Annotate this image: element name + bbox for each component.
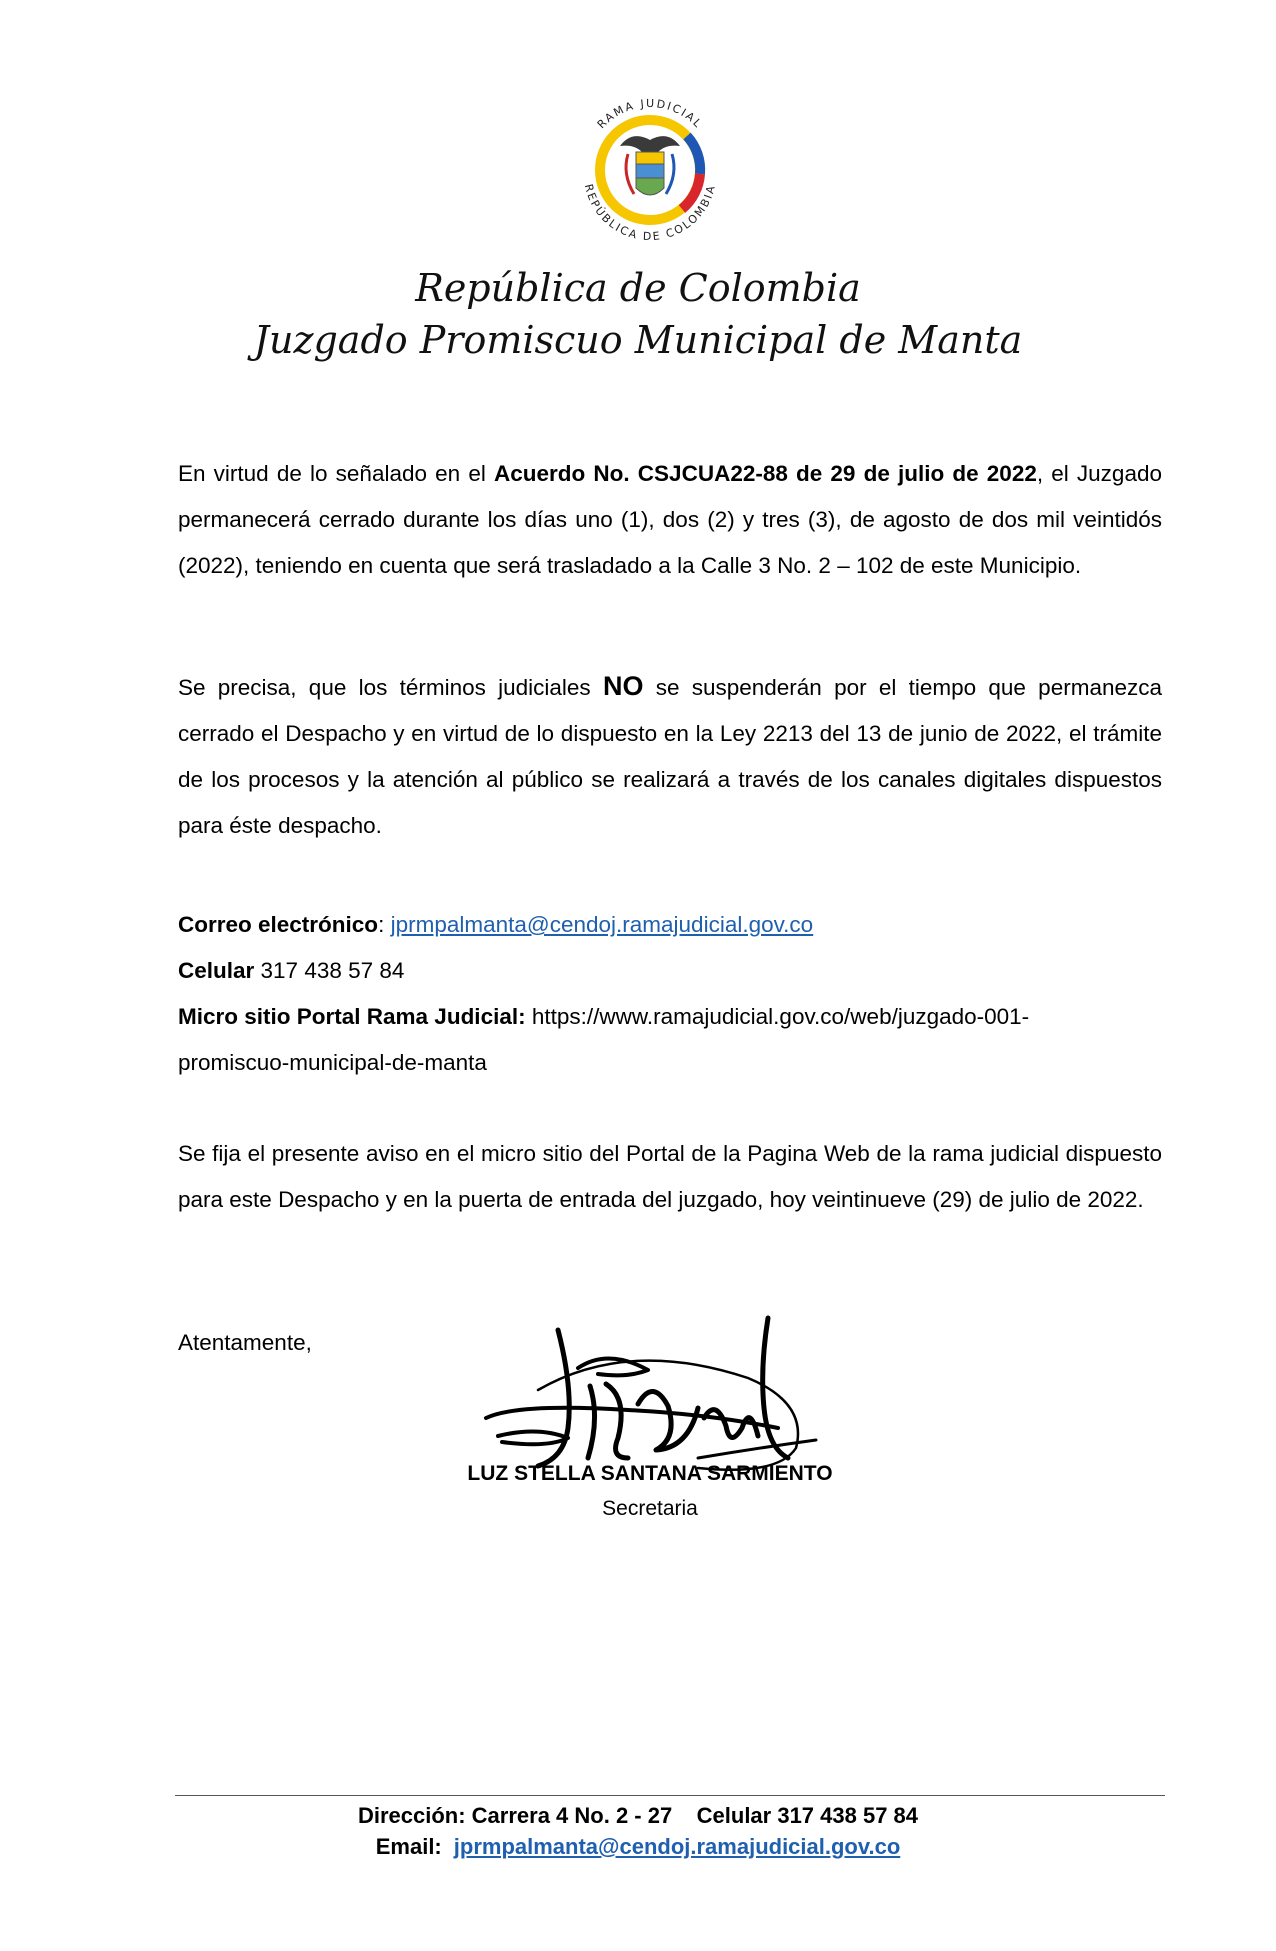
- closing-text: Atentamente,: [178, 1330, 312, 1355]
- agreement-reference: Acuerdo No. CSJCUA22-88 de 29 de julio de 2022: [494, 461, 1037, 486]
- signer-name: LUZ STELLA SANTANA SARMIENTO: [467, 1462, 833, 1485]
- contact-email-line: Correo electrónico: jprmpalmanta@cendoj.ramajudicial.gov.co: [178, 912, 814, 937]
- site-url-part2: promiscuo-municipal-de-manta: [178, 1050, 487, 1075]
- footer-email-link[interactable]: jprmpalmanta@cendoj.ramajudicial.gov.co: [453, 1834, 901, 1859]
- footer-address: Dirección: Carrera 4 No. 2 - 27 Celular 317 438 57 84: [357, 1803, 919, 1828]
- contact-phone-line: Celular 317 438 57 84: [178, 958, 405, 983]
- contact-site-line: Micro sitio Portal Rama Judicial: https://www.ramajudicial.gov.co/web/juzgado-001-: [178, 1004, 1030, 1029]
- footer-email-line: Email: jprmpalmanta@cendoj.ramajudicial.gov.co: [375, 1834, 901, 1859]
- paragraph-closure: En virtud de lo señalado en el Acuerdo No. CSJCUA22-88 de 29 de julio de 2022, el Juzgado permanecerá cerrado durante los días uno (1), dos (2) y tres (3), de agosto de dos mil veintidós (2022), teniendo en cuenta que será trasladado a la Calle 3 No. 2 – 102 de este Municipio.: [178, 461, 1162, 578]
- seal-top-text: RAMA JUDICIAL: [594, 96, 706, 132]
- contact-email-link[interactable]: jprmpalmanta@cendoj.ramajudicial.gov.co: [390, 912, 814, 937]
- heading-republic: República de Colombia: [415, 266, 861, 310]
- paragraph-terms: Se precisa, que los términos judiciales NO se suspenderán por el tiempo que permanezca cerrado el Despacho y en virtud de lo dispuesto en la Ley 2213 del 13 de junio de 2022, el trámite de los procesos y la atención al público se realizará a través de los canales digitales dispuestos para éste despacho.: [178, 671, 1162, 838]
- seal-bottom-text: REPÚBLICA DE COLOMBIA: [581, 182, 719, 244]
- no-emphasis: NO: [602, 671, 644, 701]
- paragraph-notice-posting: Se fija el presente aviso en el micro sitio del Portal de la Pagina Web de la rama judicial dispuesto para este Despacho y en la puerta de entrada del juzgado, hoy veintinueve (29) de julio de 2022.: [178, 1141, 1162, 1212]
- footer-divider: [175, 1795, 1165, 1796]
- coat-of-arms-icon: [620, 136, 680, 195]
- rama-judicial-seal-logo: [562, 78, 738, 250]
- signer-role: Secretaria: [602, 1497, 698, 1520]
- site-url-part1: https://www.ramajudicial.gov.co/web/juzgado-001-: [525, 1004, 1030, 1029]
- heading-court: Juzgado Promiscuo Municipal de Manta: [253, 318, 1023, 362]
